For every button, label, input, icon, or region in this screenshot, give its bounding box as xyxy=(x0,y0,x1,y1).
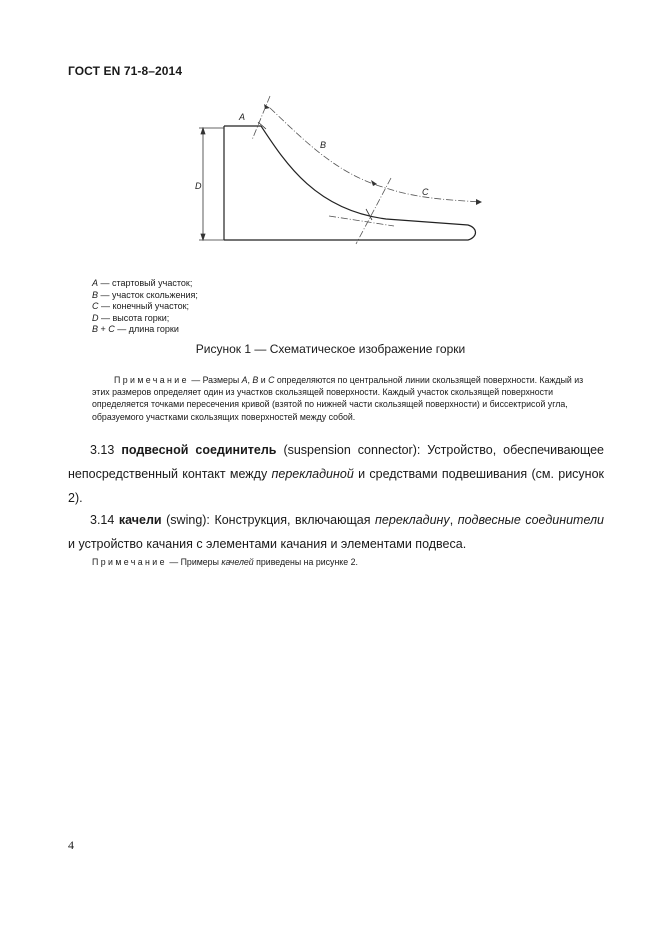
label-a: A xyxy=(239,112,246,122)
definition-3-14: 3.14 качели (swing): Конструкция, включающая перекладину, подвесные соединители и устройство качания с элементами качания и элементами подвеса. xyxy=(68,513,604,551)
figure-caption: Рисунок 1 — Схематическое изображение горки xyxy=(195,342,466,356)
slide-outline xyxy=(224,126,476,240)
figure-legend xyxy=(92,278,198,336)
document-header: ГОСТ EN 71-8–2014 xyxy=(68,64,183,78)
legend-item: C — конечный участок; xyxy=(92,301,190,312)
legend-item: B — участок скольжения; xyxy=(92,289,198,300)
height-dimension xyxy=(199,128,224,240)
legend-item: B + C — длина горки xyxy=(92,324,179,335)
slide-diagram xyxy=(186,92,496,252)
label-c: C xyxy=(422,187,429,197)
centre-line xyxy=(270,108,482,202)
page-number: 4 xyxy=(68,838,74,852)
definition-3-13: 3.13 подвесной соединитель (suspension connector): Устройство, обеспечивающее непосредственный контакт между перекладиной и средствами подвешивания (см. рисунок 2). xyxy=(68,443,604,505)
legend-item: A — стартовый участок; xyxy=(92,278,193,288)
bisector-lines xyxy=(252,96,394,244)
figure-note: Примечание — Размеры A, B и C определяются по центральной линии скользящей поверхности. Каждый из этих размеров определяет один из участков скользящей поверхности. Каждый участок скользящей поверхности определяется точками пересечения кривой (взятой по нижней части скользящей поверхности) и биссектрисой угла, образуемого участками скользящих поверхностей между собой. xyxy=(92,375,584,422)
section-ticks xyxy=(258,122,372,220)
label-d: D xyxy=(195,181,202,191)
label-b: B xyxy=(320,140,327,150)
centre-line-arrows xyxy=(264,104,482,205)
legend-item: D — высота горки; xyxy=(92,312,170,323)
definition-note: Примечание — Примеры качелей приведены на рисунке 2. xyxy=(92,557,358,567)
